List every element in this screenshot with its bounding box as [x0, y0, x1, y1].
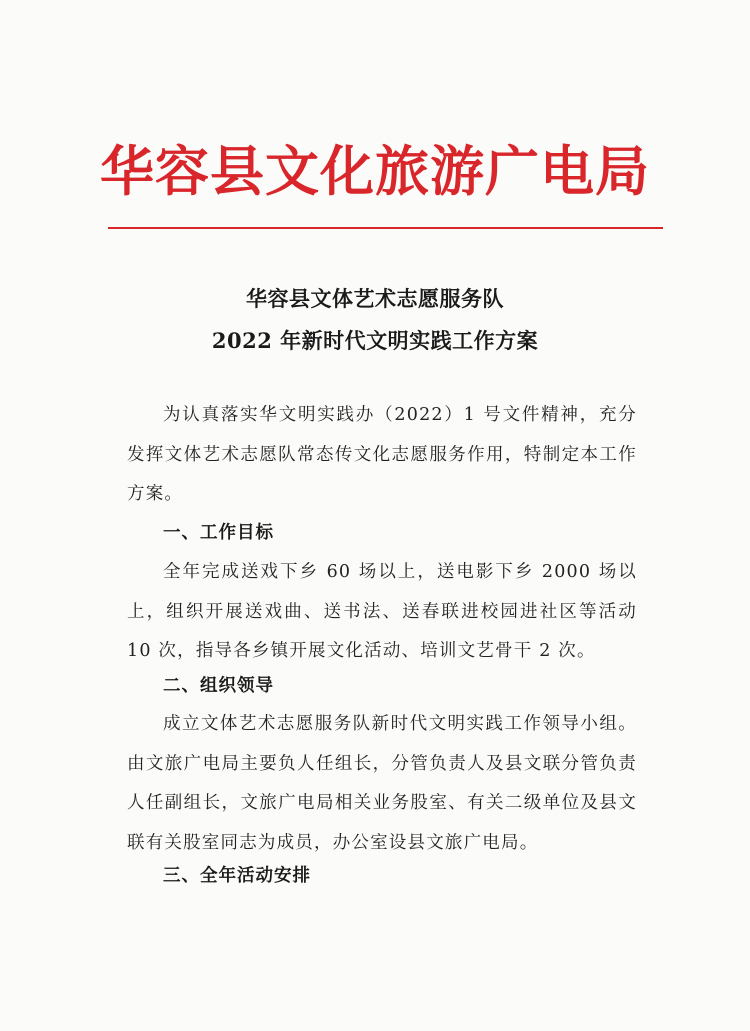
section-heading-goals: 一、工作目标: [163, 523, 274, 543]
letterhead-org-name: 华容县文化旅游广电局: [100, 140, 650, 203]
section-heading-leadership: 二、组织领导: [163, 676, 274, 696]
section-paragraph-goals: 全年完成送戏下乡 60 场以上，送电影下乡 2000 场以上，组织开展送戏曲、送书法、送春联进校园进社区等活动 10 次，指导各乡镇开展文化活动、培训文艺骨干 2 次。: [127, 562, 637, 661]
section-heading-annual-schedule: 三、全年活动安排: [163, 866, 311, 886]
letterhead-red-rule: [108, 227, 663, 229]
document-title-line2: 2022 年新时代文明实践工作方案: [211, 328, 539, 353]
document-title-line1: 华容县文体艺术志愿服务队: [246, 286, 504, 311]
intro-paragraph: 为认真落实华文明实践办（2022）1 号文件精神，充分发挥文体艺术志愿队常态传文化志愿服务作用，特制定本工作方案。: [127, 405, 637, 504]
section-paragraph-leadership: 成立文体艺术志愿服务队新时代文明实践工作领导小组。由文旅广电局主要负人任组长，分管负责人及县文联分管负责人任副组长，文旅广电局相关业务股室、有关二级单位及县文联有关股室同志为成员，办公室设县文旅广电局。: [127, 714, 637, 853]
